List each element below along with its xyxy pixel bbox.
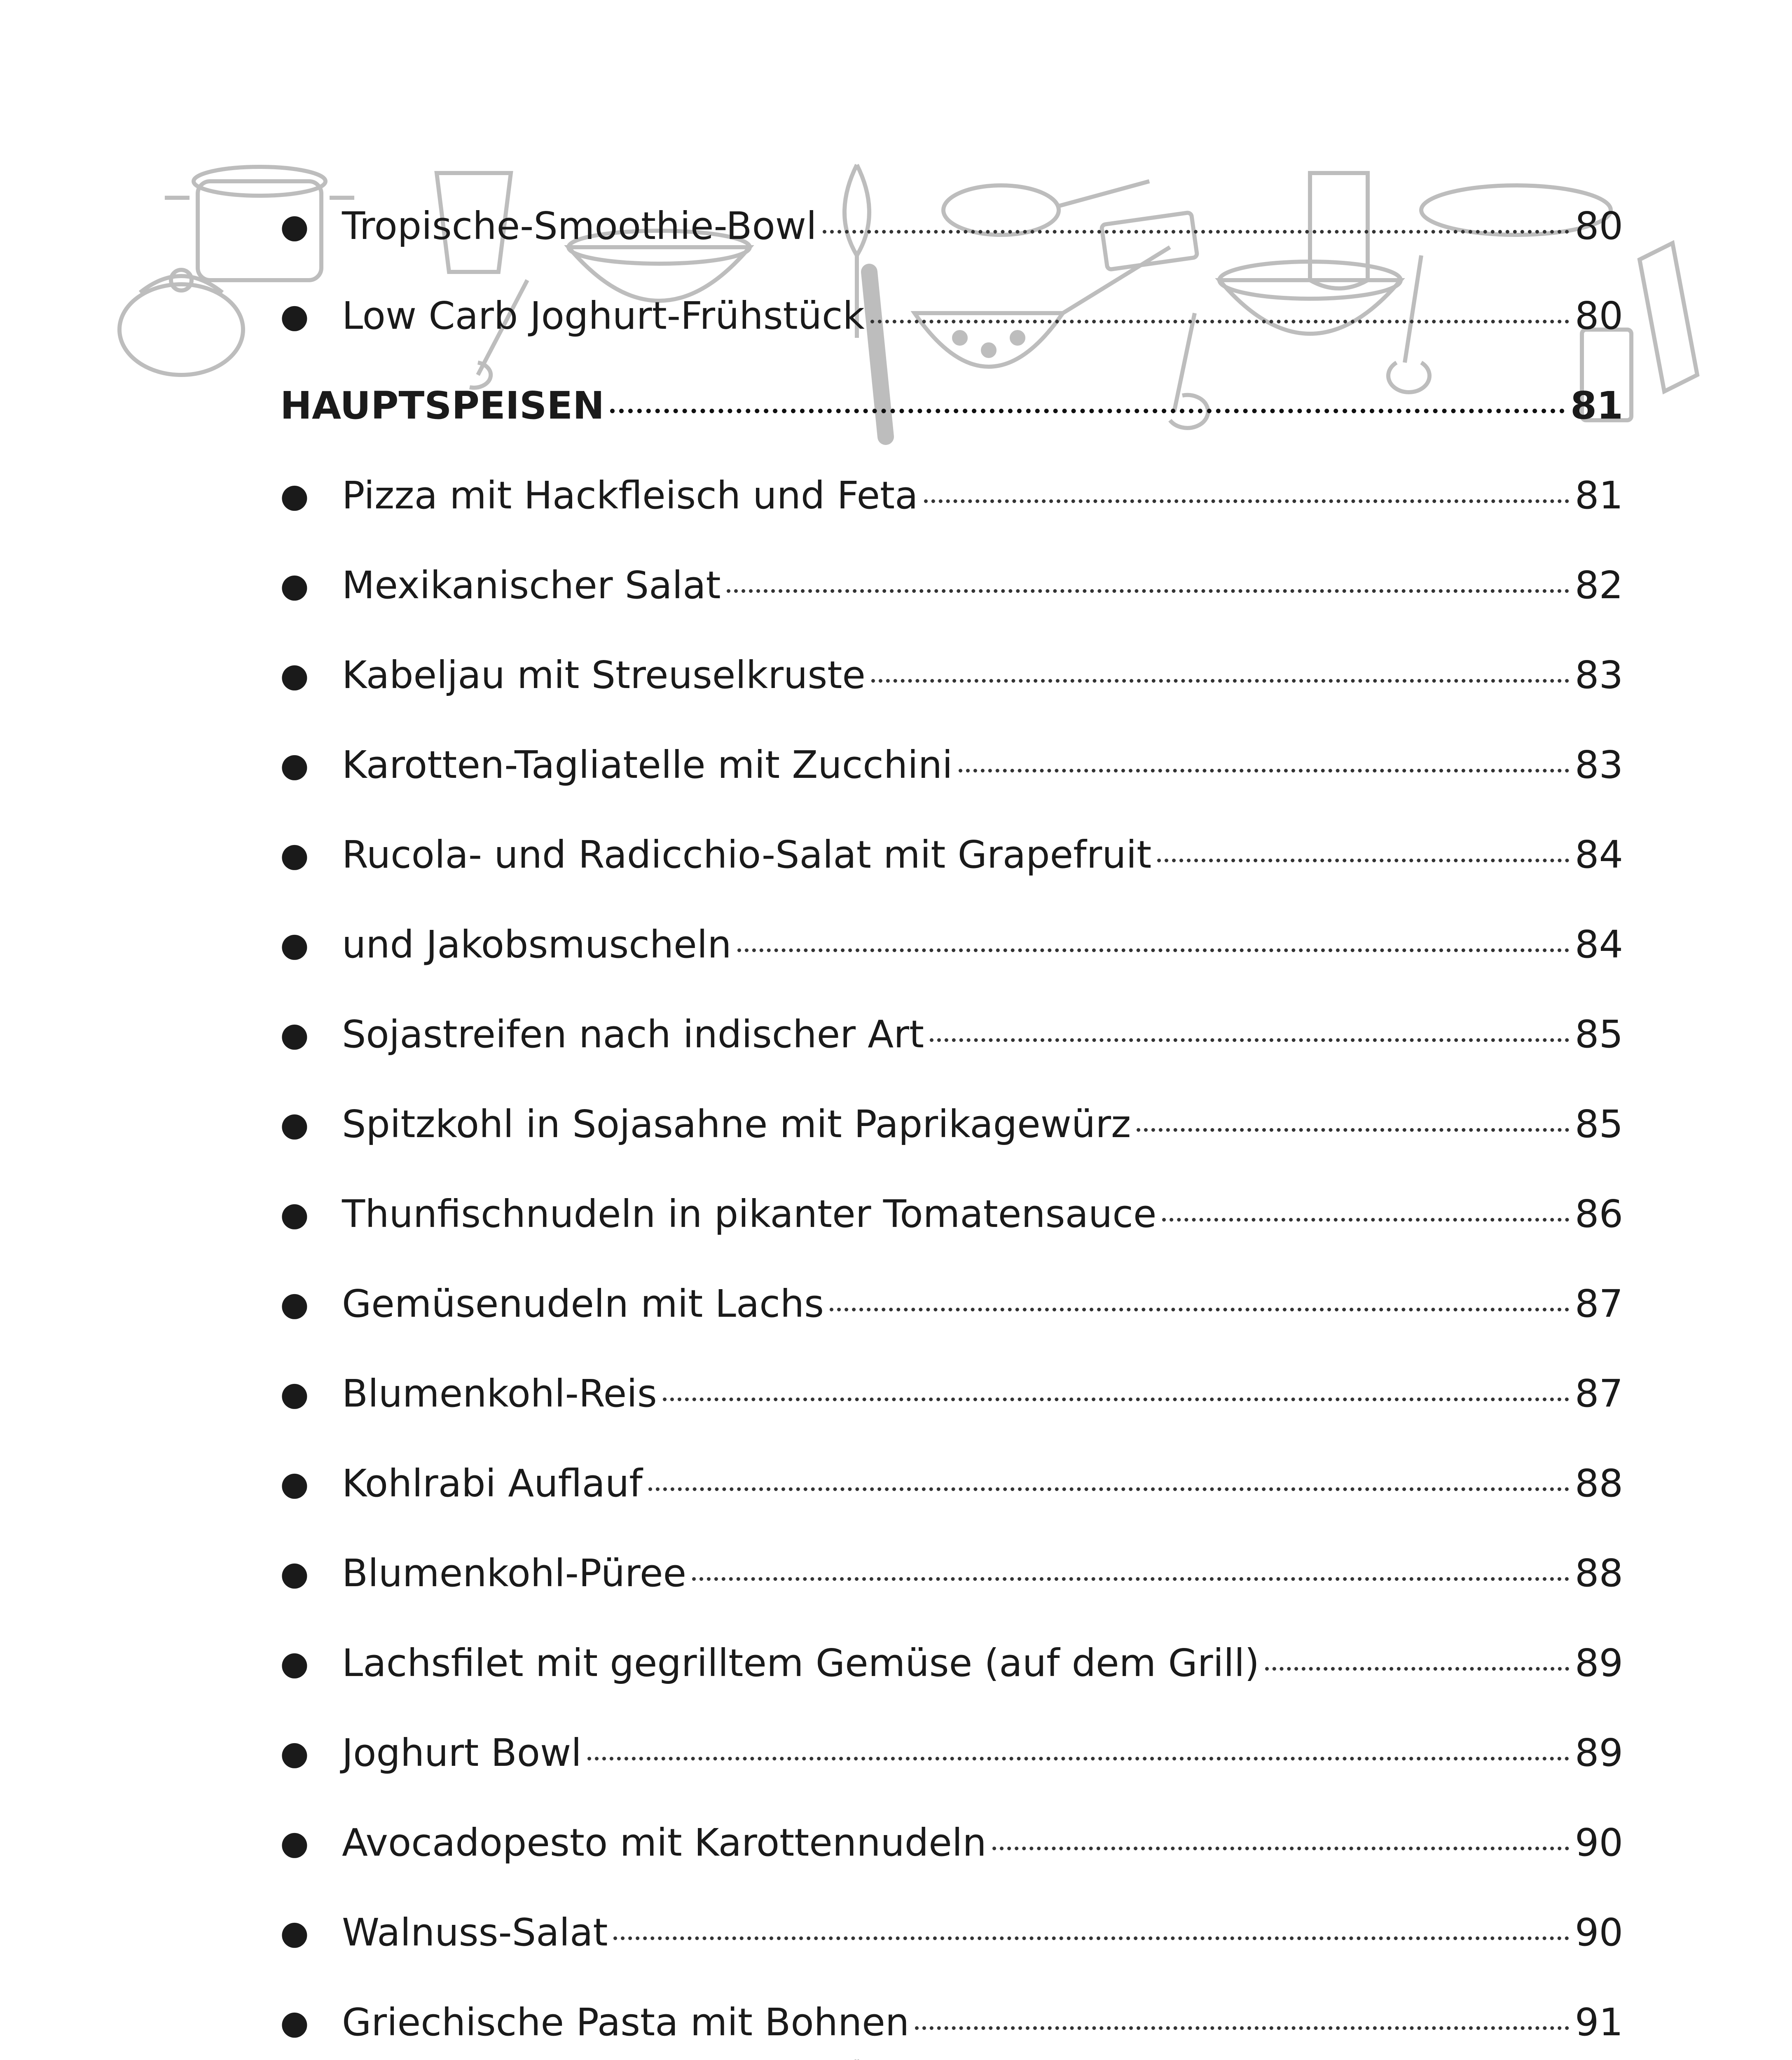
toc-page-number: 87 [1574,1372,1623,1416]
toc-entry[interactable] [280,1079,1623,1169]
toc-entry-line [280,1012,1623,1056]
dot-leader [992,1847,1569,1850]
toc-page-number: 83 [1574,653,1623,697]
toc-entry-line [280,473,1623,517]
dot-leader [737,948,1569,952]
bullet-icon: ● [280,656,309,694]
toc-entry-title: Pizza mit Hackfleisch und Feta [342,473,918,517]
bullet-icon: ● [280,2003,309,2041]
toc-entry[interactable] [280,1259,1623,1349]
bullet-icon: ● [280,1913,309,1952]
toc-page-number: 81 [1570,384,1623,428]
toc-entry-title: Walnuss-Salat [342,1910,608,1955]
bullet-icon: ● [280,1734,309,1772]
toc-entry-line [280,1641,1623,1685]
toc-entry-title: Griechische Pasta mit Bohnen [342,2000,910,2044]
dot-leader [830,1308,1569,1311]
bullet-icon: ● [280,1554,309,1592]
toc-entry[interactable] [280,1888,1623,1978]
toc-entry[interactable] [280,1978,1623,2060]
dot-leader [587,1757,1569,1760]
toc-entry-title: Blumenkohl-Püree [342,1551,687,1595]
toc-entry-title: und Jakobsmuscheln [342,922,732,967]
bullet-icon: ● [280,836,309,874]
toc-entry-title: Kabeljau mit Streuselkruste [342,653,866,697]
toc-entry-line [280,384,1623,428]
toc-page-number: 87 [1574,1282,1623,1326]
toc-page-number: 86 [1574,1192,1623,1236]
dot-leader [692,1577,1569,1581]
dot-leader [924,499,1569,503]
dot-leader [823,230,1569,234]
dot-leader [663,1398,1569,1401]
toc-entry-title: Tropische-Smoothie-Bowl [342,204,817,248]
bullet-icon: ● [280,1644,309,1682]
toc-entry[interactable] [280,1529,1623,1618]
bullet-icon: ● [280,1105,309,1143]
toc-entry-line [280,1551,1623,1595]
toc-entry[interactable] [280,271,1623,361]
toc-entry-line [280,833,1623,877]
toc-entry-line [280,563,1623,607]
dot-leader [871,679,1569,683]
toc-entry-line [280,1282,1623,1326]
bullet-icon: ● [280,297,309,335]
dot-leader [1137,1128,1569,1132]
toc-entry-title: Rucola- und Radicchio-Salat mit Grapefruit [342,833,1152,877]
bullet-icon: ● [280,1374,309,1413]
toc-entry[interactable] [280,1169,1623,1259]
toc-entry[interactable] [280,451,1623,541]
toc-entry[interactable] [280,1798,1623,1888]
dot-leader [870,320,1569,323]
bullet-icon: ● [280,1464,309,1503]
grater-icon [1640,243,1697,391]
toc-entry-line [280,1731,1623,1775]
toc-entry[interactable] [280,900,1623,990]
toc-page-number: 90 [1574,1910,1623,1955]
toc-entry-title: Kohlrabi Auflauf [342,1461,643,1505]
toc-page-number: 81 [1574,473,1623,517]
toc-entry-title: Karotten-Tagliatelle mit Zucchini [342,743,953,787]
toc-entry-title: Lachsfilet mit gegrilltem Gemüse (auf dem Grill) [342,1641,1260,1685]
toc-entry-title: Mexikanischer Salat [342,563,721,607]
dot-leader [610,409,1565,413]
dot-leader [613,1936,1569,1940]
toc-entry-title: Low Carb Joghurt-Frühstück [342,294,865,338]
toc-entry[interactable] [280,990,1623,1079]
toc-entry-line [280,2000,1623,2044]
dot-leader [1162,1218,1569,1222]
bullet-icon: ● [280,566,309,604]
bullet-icon: ● [280,476,309,515]
toc-page-number: 80 [1574,294,1623,338]
toc-page-number: 90 [1574,1821,1623,1865]
toc-entry-line [280,1910,1623,1955]
toc-entry-line [280,922,1623,967]
dot-leader [648,1487,1569,1491]
toc-entry-title: Avocadopesto mit Karottennudeln [342,1821,987,1865]
dot-leader [915,2026,1569,2030]
toc-entry-title: Blumenkohl-Reis [342,1372,657,1416]
dot-leader [727,589,1569,593]
toc-section-heading[interactable] [280,361,1623,451]
bullet-icon: ● [280,1195,309,1233]
toc-entry[interactable] [280,720,1623,810]
toc-entry-line [280,1372,1623,1416]
toc-entry[interactable] [280,181,1623,271]
toc-page-number: 82 [1574,563,1623,607]
toc-page-number: 88 [1574,1551,1623,1595]
toc-entry-line [280,1192,1623,1236]
toc-page-number: 91 [1574,2000,1623,2044]
toc-entry-title: Thunfischnudeln in pikanter Tomatensauce [342,1192,1157,1236]
toc-entry-line [280,1102,1623,1146]
toc-page-number: 85 [1574,1012,1623,1056]
toc-entry[interactable] [280,630,1623,720]
toc-entry-line [280,653,1623,697]
dot-leader [959,769,1569,772]
bullet-icon: ● [280,746,309,784]
dot-leader [930,1038,1569,1042]
toc-entry-line [280,1461,1623,1505]
bullet-icon: ● [280,207,309,245]
dot-leader [1265,1667,1569,1671]
bullet-icon: ● [280,1824,309,1862]
toc-entry-title: HAUPTSPEISEN [280,384,605,428]
toc-entry-line [280,1821,1623,1865]
toc-entry-line [280,743,1623,787]
toc-page-number: 85 [1574,1102,1623,1146]
table-of-contents [280,181,1623,2060]
bullet-icon: ● [280,925,309,964]
toc-entry[interactable] [280,1708,1623,1798]
bullet-icon: ● [280,1285,309,1323]
toc-entry[interactable] [280,1349,1623,1439]
casserole-icon [119,270,243,375]
toc-entry-title: Joghurt Bowl [342,1731,582,1775]
toc-page-number: 89 [1574,1641,1623,1685]
toc-entry-line [280,294,1623,338]
bullet-icon: ● [280,1015,309,1053]
toc-entry-title: Sojastreifen nach indischer Art [342,1012,924,1056]
toc-entry[interactable] [280,1439,1623,1529]
toc-page-number: 80 [1574,204,1623,248]
toc-entry-title: Spitzkohl in Sojasahne mit Paprikagewürz [342,1102,1131,1146]
toc-entry[interactable] [280,541,1623,630]
toc-entry-line [280,204,1623,248]
toc-entry-title: Gemüsenudeln mit Lachs [342,1282,824,1326]
toc-page-number: 88 [1574,1461,1623,1505]
toc-page-number: 84 [1574,922,1623,967]
toc-page-number: 89 [1574,1731,1623,1775]
toc-page-number: 84 [1574,833,1623,877]
toc-page-number: 83 [1574,743,1623,787]
dot-leader [1157,859,1569,862]
toc-entry[interactable] [280,1618,1623,1708]
toc-entry[interactable] [280,810,1623,900]
